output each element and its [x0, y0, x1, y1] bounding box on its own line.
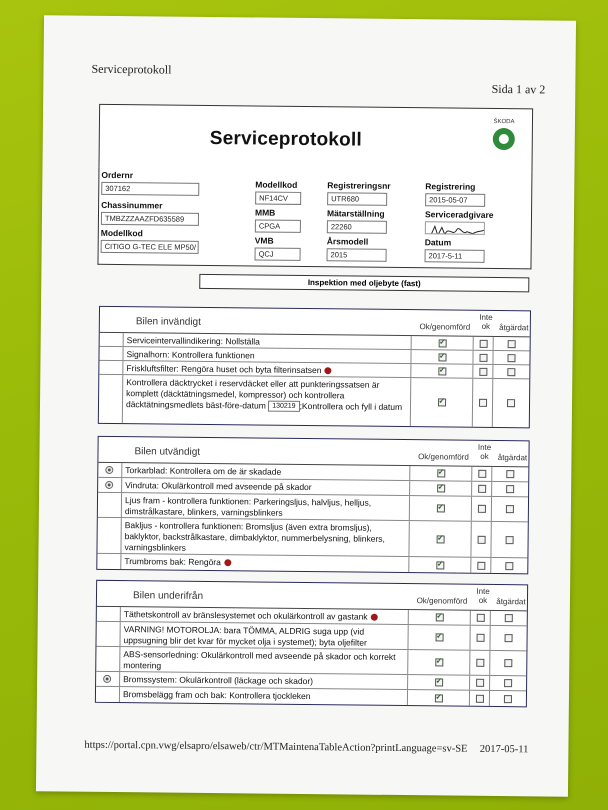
radio-icon[interactable] — [105, 466, 113, 474]
regnr-label: Registreringsnr — [327, 180, 391, 191]
inte-ok-checkbox[interactable] — [479, 367, 487, 375]
datum-label: Datum — [424, 237, 452, 248]
atgardat-checkbox[interactable] — [504, 679, 512, 687]
atgardat-checkbox[interactable] — [506, 485, 514, 493]
atgardat-checkbox[interactable] — [507, 399, 515, 407]
atgardat-checkbox[interactable] — [508, 340, 516, 348]
ordernr-label: Ordernr — [101, 169, 134, 181]
date-input[interactable]: 130219 — [268, 401, 299, 412]
page-indicator: Sida 1 av 2 — [491, 81, 546, 97]
page-title: Serviceprotokoll — [209, 127, 362, 151]
arsmodell-label: Årsmodell — [326, 236, 369, 247]
atgardat-checkbox[interactable] — [504, 695, 512, 703]
inte-ok-checkbox[interactable] — [477, 505, 485, 513]
row-text: Ljus fram - kontrollera funktionen: Parkeringsljus, halvljus, helljus, dimstrålkastare, blinkers, varningsblinkers — [122, 493, 410, 520]
ordernr-value: 307162 — [101, 182, 199, 196]
row-text: ABS-sensorledning: Okulärkontroll med avseende på skador och korrekt montering — [120, 647, 408, 674]
table-row — [96, 687, 526, 707]
ok-checkbox[interactable] — [435, 613, 443, 621]
ok-checkbox[interactable] — [435, 658, 443, 666]
ok-checkbox[interactable] — [436, 504, 444, 512]
atgardat-checkbox[interactable] — [506, 505, 514, 513]
radgivare-label: Serviceradgivare — [424, 209, 494, 220]
modellkod-left-value: CITIGO G-TEC ELE MP50/ — [101, 240, 199, 254]
brand-logo — [488, 119, 520, 150]
ok-checkbox[interactable] — [436, 535, 444, 543]
vehicle-fields — [97, 168, 532, 270]
footer-url: https://portal.cpn.vwg/elsapro/elsaweb/ctr/MTMaintenaTableAction?printLanguage=sv-SE — [84, 739, 468, 755]
col-atgardat: åtgärdat — [496, 597, 526, 607]
inte-ok-checkbox[interactable] — [478, 485, 486, 493]
skoda-logo-icon — [493, 128, 515, 150]
atgardat-checkbox[interactable] — [507, 368, 515, 376]
col-ok: Ok/genomförd — [419, 322, 471, 332]
ok-checkbox[interactable] — [435, 678, 443, 686]
col-ok: Ok/genomförd — [418, 452, 469, 462]
atgardat-checkbox[interactable] — [506, 470, 514, 478]
inte-ok-checkbox[interactable] — [476, 614, 484, 622]
mmb-label: MMB — [254, 207, 276, 218]
paper-sheet — [36, 15, 576, 797]
col-inte-ok: Inte ok — [479, 312, 493, 331]
section-exterior — [96, 436, 529, 575]
row-text: Täthetskontroll av bränslesystemet och okulärkontroll av gastank — [121, 607, 409, 624]
arsmodell-value: 2015 — [327, 248, 387, 262]
matar-label: Mätarställning — [326, 208, 385, 219]
section-underbody — [95, 580, 528, 708]
ok-checkbox[interactable] — [435, 633, 443, 641]
signature-box — [425, 221, 485, 235]
col-ok: Ok/genomförd — [416, 596, 468, 606]
chassis-value: TMBZZZAAZFD635589 — [101, 212, 199, 226]
section-interior — [98, 306, 531, 429]
modellkod-left-label: Modellkod — [100, 227, 143, 239]
table-row — [99, 375, 529, 428]
inte-ok-checkbox[interactable] — [479, 399, 487, 407]
radio-icon[interactable] — [103, 675, 111, 683]
inte-ok-checkbox[interactable] — [475, 694, 483, 702]
atgardat-checkbox[interactable] — [505, 614, 513, 622]
modellkod-value: NF14CV — [255, 191, 301, 204]
ok-checkbox[interactable] — [437, 469, 445, 477]
row-text: Signalhorn: Kontrollera funktionen — [123, 347, 411, 363]
regnr-value: UTR680 — [327, 192, 387, 206]
table-row — [97, 518, 527, 559]
row-text: VARNING! MOTOROLJA: bara TÖMMA, ALDRIG suga upp (vid uppsugning blir det kvar för mycket olja i systemet); byta oljefilter — [120, 622, 408, 649]
col-atgardat: åtgärdat — [499, 323, 529, 333]
title-box — [98, 104, 533, 177]
chassis-label: Chassinummer — [101, 199, 163, 211]
col-inte-ok: Inte ok — [476, 586, 490, 605]
inte-ok-checkbox[interactable] — [478, 470, 486, 478]
section-title: Bilen underifrån — [132, 590, 204, 602]
registrering-label: Registrering — [425, 181, 476, 192]
datum-value: 2017-5-11 — [425, 249, 485, 263]
row-text: Serviceintervallindikering: Nollställa — [124, 333, 412, 349]
section-title: Bilen invändigt — [135, 316, 201, 328]
header-title: Serviceprotokoll — [91, 61, 172, 77]
ok-checkbox[interactable] — [434, 694, 442, 702]
ok-checkbox[interactable] — [436, 561, 444, 569]
row-text: Torkarblad: Kontrollera om de är skadade — [122, 463, 410, 480]
col-atgardat: åtgärdat — [497, 453, 528, 463]
ok-checkbox[interactable] — [438, 398, 446, 406]
atgardat-checkbox[interactable] — [505, 634, 513, 642]
row-text: Bromssystem: Okulärkontroll (läckage och skador) — [120, 672, 408, 689]
ok-checkbox[interactable] — [438, 367, 446, 375]
inte-ok-checkbox[interactable] — [476, 659, 484, 667]
vmb-value: QCJ — [255, 247, 301, 260]
atgardat-checkbox[interactable] — [506, 536, 514, 544]
col-inte-ok: Inte ok — [477, 442, 492, 461]
row-text: Bakljus - kontrollera funktionen: Bromsljus (även extra bromsljus), baklyktor, backstrålkastare, dimbaklyktor, nummerbelysning, blinkers, varningsblinkers — [121, 518, 409, 556]
registrering-value: 2015-05-07 — [425, 193, 485, 207]
table-row — [97, 554, 527, 574]
row-text: Vindruta: Okulärkontroll med avseende på skador — [122, 478, 410, 495]
modellkod-label: Modellkod — [255, 179, 298, 190]
inte-ok-checkbox[interactable] — [477, 561, 485, 569]
radio-icon[interactable] — [105, 481, 113, 489]
row-text: Friskluftsfilter: Rengöra huset och byta filterinsatsen — [123, 361, 411, 377]
warning-dot-icon — [371, 614, 378, 621]
vmb-label: VMB — [254, 235, 274, 246]
inte-ok-checkbox[interactable] — [476, 679, 484, 687]
brand-name: ŠKODA — [493, 118, 515, 126]
section-title: Bilen utvändigt — [134, 446, 201, 458]
atgardat-checkbox[interactable] — [505, 562, 513, 570]
inte-ok-checkbox[interactable] — [477, 535, 485, 543]
inte-ok-checkbox[interactable] — [479, 339, 487, 347]
inte-ok-checkbox[interactable] — [479, 353, 487, 361]
atgardat-checkbox[interactable] — [507, 354, 515, 362]
signature-icon — [429, 223, 485, 235]
row-text: Bromsbelägg fram och bak: Kontrollera tjockleken — [120, 687, 408, 705]
footer-date: 2017-05-11 — [479, 743, 529, 756]
row-text: Kontrollera däcktrycket i reservdäcket eller att punkteringssatsen är komplett (däcktätningsmedel, kompressor) och kontrollera däcktätningsmedlets bäst-före-datum 130219 ;Kontrollera och fyll i datum — [123, 375, 411, 426]
ok-checkbox[interactable] — [437, 484, 445, 492]
ok-checkbox[interactable] — [438, 353, 446, 361]
atgardat-checkbox[interactable] — [504, 659, 512, 667]
mmb-value: CPGA — [255, 219, 301, 232]
warning-dot-icon — [224, 559, 231, 566]
row-text: Trumbroms bak: Rengöra — [121, 554, 409, 572]
inte-ok-checkbox[interactable] — [476, 634, 484, 642]
ok-checkbox[interactable] — [438, 339, 446, 347]
matar-value: 22260 — [327, 220, 387, 234]
warning-dot-icon — [324, 367, 331, 374]
inspection-type: Inspektion med oljebyte (fast) — [199, 274, 529, 292]
